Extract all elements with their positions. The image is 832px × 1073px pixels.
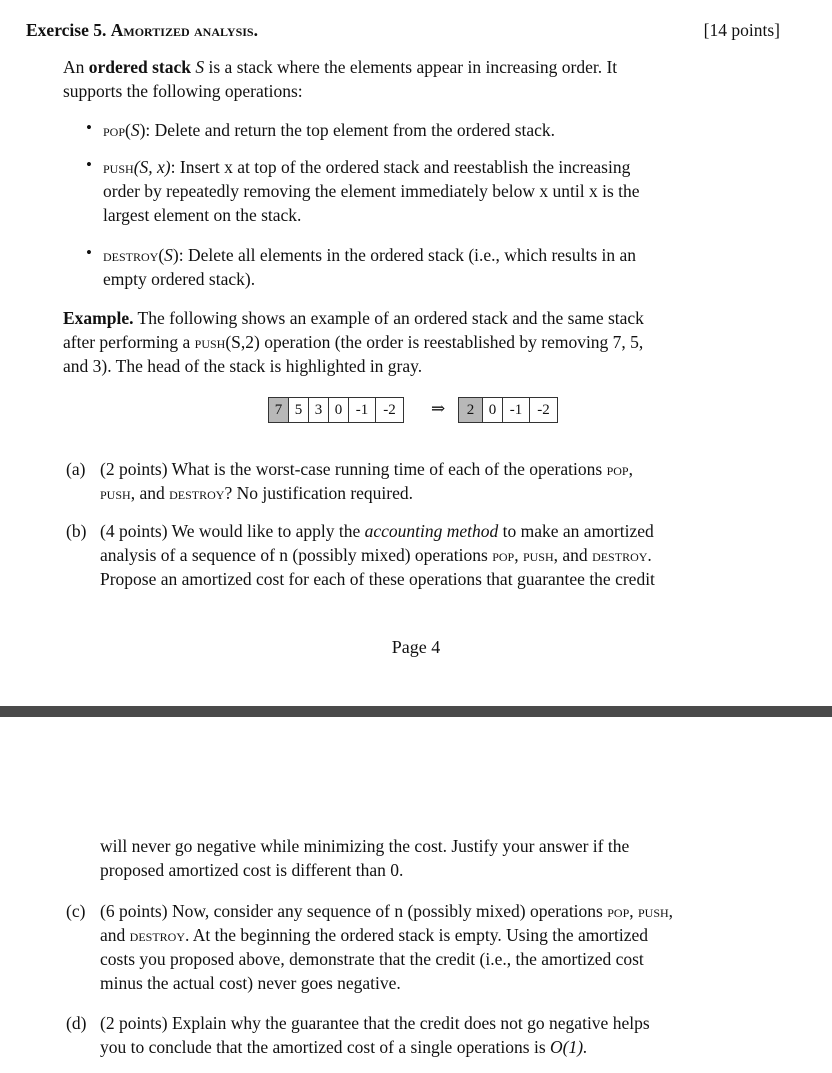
question-a-label: (a) xyxy=(66,459,86,479)
stack-cell: -2 xyxy=(537,402,550,418)
stack-cell: 0 xyxy=(329,398,349,422)
bullet-icon: • xyxy=(86,155,92,174)
exercise-number: Exercise 5. xyxy=(26,20,107,40)
question-d-label: (d) xyxy=(66,1013,87,1033)
intro-line-2: supports the following operations: xyxy=(63,81,303,101)
question-c-label: (c) xyxy=(66,901,86,921)
page-number: Page 4 xyxy=(391,637,441,657)
example-line-3: and 3). The head of the stack is highlighted in gray. xyxy=(63,356,423,376)
question-d-line-1: (2 points) Explain why the guarantee that the credit does not go negative helps xyxy=(100,1013,650,1033)
question-b-line-4: will never go negative while minimizing the cost. Justify your answer if the xyxy=(100,836,630,856)
question-d-line-2: you to conclude that the amortized cost of a single operations is O(1). xyxy=(100,1037,588,1057)
question-c-line-2: and destroy. At the beginning the ordered stack is empty. Using the amortized xyxy=(100,925,648,945)
stack-cell: -2 xyxy=(383,402,396,418)
question-c-line-4: minus the actual cost) never goes negative. xyxy=(100,973,401,993)
question-b-line-2: analysis of a sequence of n (possibly mixed) operations pop, push, and destroy. xyxy=(100,545,652,565)
example-line-2: after performing a push(S,2) operation (the order is reestablished by removing 7, 5, xyxy=(63,332,644,352)
stack-cell: 5 xyxy=(289,398,309,422)
intro-line-1: An ordered stack S is a stack where the elements appear in increasing order. It xyxy=(63,57,618,77)
exercise-topic: Amortized analysis. xyxy=(110,20,258,40)
stack-before xyxy=(268,397,404,423)
op-destroy-line-2: empty ordered stack). xyxy=(103,269,256,289)
question-b-label: (b) xyxy=(66,521,87,541)
stack-cell: 3 xyxy=(309,398,329,422)
exercise-points: [14 points] xyxy=(703,20,780,40)
stack-cell: -1 xyxy=(349,398,376,422)
stack-cell: 2 xyxy=(459,398,483,422)
bullet-icon: • xyxy=(86,243,92,262)
question-c-line-1: (6 points) Now, consider any sequence of n (possibly mixed) operations pop, push, xyxy=(100,901,674,921)
example-line-1: Example. The following shows an example of an ordered stack and the same stack xyxy=(63,308,644,328)
op-push-line-1: push(S, x): Insert x at top of the ordered stack and reestablish the increasing xyxy=(103,157,631,177)
question-c-line-3: costs you proposed above, demonstrate that the credit (i.e., the amortized cost xyxy=(100,949,644,969)
stack-cell: -1 xyxy=(503,398,530,422)
question-b-line-5: proposed amortized cost is different than 0. xyxy=(100,860,404,880)
op-destroy-line-1: destroy(S): Delete all elements in the ordered stack (i.e., which results in an xyxy=(103,245,637,265)
bullet-icon: • xyxy=(86,118,92,137)
question-a-line-2: push, and destroy? No justification required. xyxy=(100,483,413,503)
exercise-title xyxy=(26,20,258,41)
right-arrow-icon: ⇒ xyxy=(431,399,446,418)
stack-cell: 0 xyxy=(483,398,503,422)
op-pop: pop(S): Delete and return the top element from the ordered stack. xyxy=(103,120,556,140)
question-a-line-1: (2 points) What is the worst-case running time of each of the operations pop, xyxy=(100,459,633,479)
op-push-line-2: order by repeatedly removing the element immediately below x until x is the xyxy=(103,181,640,201)
question-b-line-1: (4 points) We would like to apply the accounting method to make an amortized xyxy=(100,521,654,541)
stack-after xyxy=(458,397,558,423)
question-b-line-3: Propose an amortized cost for each of these operations that guarantee the credit xyxy=(100,569,655,589)
page-divider xyxy=(0,706,832,717)
op-push-line-3: largest element on the stack. xyxy=(103,205,302,225)
stack-cell: 7 xyxy=(269,398,289,422)
